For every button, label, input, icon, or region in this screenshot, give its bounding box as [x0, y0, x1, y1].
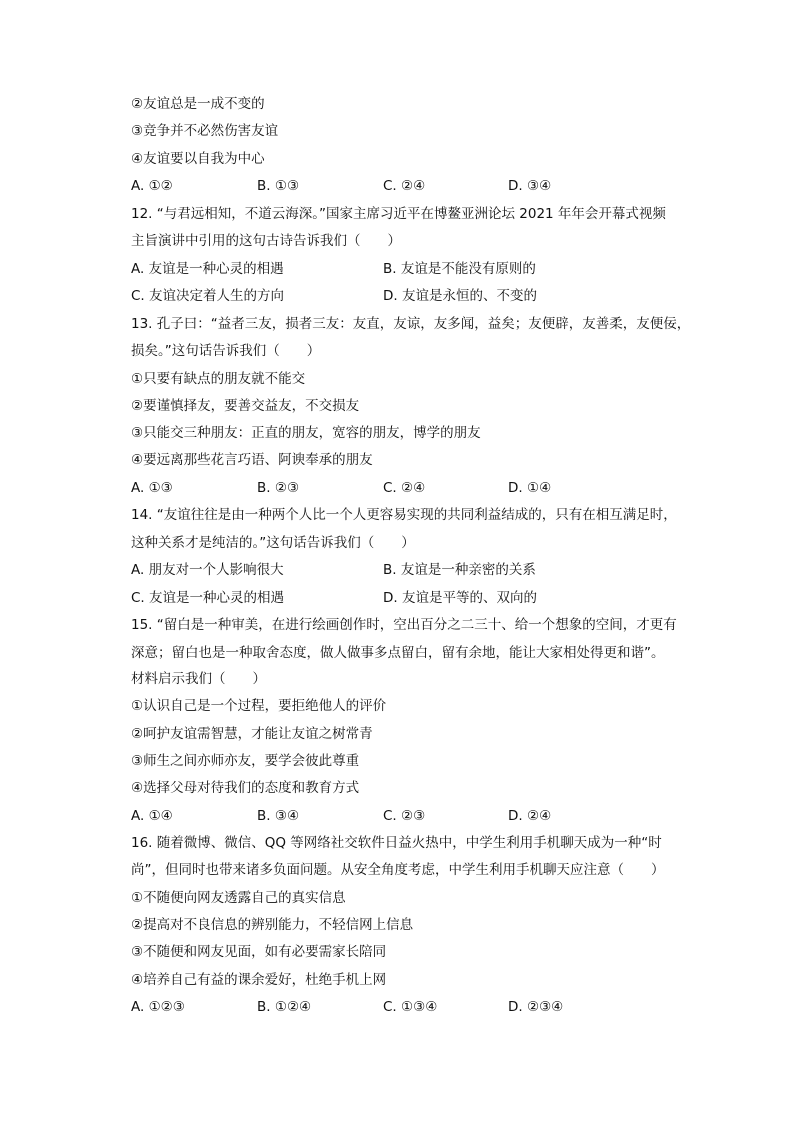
q11-options: [131, 178, 731, 194]
q11-item-4: ④友谊要以自我为中心: [131, 151, 265, 167]
q13-option-a[interactable]: A. ①③: [131, 480, 173, 496]
q13-stem-line-2: 损矣。”这句话告诉我们（ ）: [131, 343, 321, 359]
q12-option-c[interactable]: C. 友谊决定着人生的方向: [131, 288, 285, 304]
q11-item-2: ②友谊总是一成不变的: [131, 96, 265, 112]
q15-option-d[interactable]: D. ②④: [508, 808, 552, 824]
q15-item-2: ②呵护友谊需智慧，才能让友谊之树常青: [131, 726, 373, 742]
q16-stem-line-1: 16. 随着微博、微信、QQ 等网络社交软件日益火热中，中学生利用手机聊天成为一种“时: [131, 835, 662, 851]
q13-item-4: ④要远离那些花言巧语、阿谀奉承的朋友: [131, 452, 373, 468]
q14-option-d[interactable]: D. 友谊是平等的、双向的: [383, 590, 537, 606]
q15-option-a[interactable]: A. ①④: [131, 808, 173, 824]
q15-stem-line-3: 材料启示我们（ ）: [131, 671, 266, 687]
q13-stem-line-1: 13. 孔子曰：“益者三友，损者三友：友直，友谅，友多闻，益矣；友便辟，友善柔，友便佞，: [131, 316, 691, 332]
q16-option-c[interactable]: C. ①③④: [383, 999, 438, 1015]
q15-stem-line-2: 深意；留白也是一种取舍态度，做人做事多点留白，留有余地，能让大家相处得更和谐”。: [131, 645, 665, 661]
q16-item-3: ③不随便和网友见面，如有必要需家长陪同: [131, 944, 387, 960]
q12-stem-line-1: 12. “与君远相知，不道云海深。”国家主席习近平在博鳌亚洲论坛 2021 年年会开幕式视频: [131, 206, 666, 222]
q14-stem-line-1: 14. “友谊往往是由一种两个人比一个人更容易实现的共同利益结成的，只有在相互满足时，: [131, 507, 677, 523]
q11-option-b[interactable]: B. ①③: [257, 178, 300, 194]
q13-item-3: ③只能交三种朋友：正直的朋友，宽容的朋友，博学的朋友: [131, 425, 481, 441]
q14-option-a[interactable]: A. 朋友对一个人影响很大: [131, 562, 284, 578]
q16-item-2: ②提高对不良信息的辨别能力，不轻信网上信息: [131, 917, 414, 933]
q14-option-c[interactable]: C. 友谊是一种心灵的相遇: [131, 590, 285, 606]
q16-option-a[interactable]: A. ①②③: [131, 999, 185, 1015]
q15-option-b[interactable]: B. ③④: [257, 808, 300, 824]
q13-option-d[interactable]: D. ①④: [508, 480, 552, 496]
q16-item-1: ①不随便向网友透露自己的真实信息: [131, 890, 346, 906]
q15-option-c[interactable]: C. ②③: [383, 808, 426, 824]
q11-option-c[interactable]: C. ②④: [383, 178, 426, 194]
q15-item-1: ①认识自己是一个过程，要拒绝他人的评价: [131, 698, 387, 714]
q16-option-b[interactable]: B. ①②④: [257, 999, 312, 1015]
q13-item-1: ①只要有缺点的朋友就不能交: [131, 371, 306, 387]
q12-option-a[interactable]: A. 友谊是一种心灵的相遇: [131, 261, 284, 277]
q13-options: [131, 480, 731, 496]
q15-item-4: ④选择父母对待我们的态度和教育方式: [131, 780, 360, 796]
q13-option-b[interactable]: B. ②③: [257, 480, 300, 496]
q14-stem-line-2: 这种关系才是纯洁的。”这句话告诉我们（ ）: [131, 535, 415, 551]
q14-option-b[interactable]: B. 友谊是一种亲密的关系: [383, 562, 536, 578]
q11-option-a[interactable]: A. ①②: [131, 178, 173, 194]
q12-option-d[interactable]: D. 友谊是永恒的、不变的: [383, 288, 537, 304]
q16-option-d[interactable]: D. ②③④: [508, 999, 564, 1015]
q11-option-d[interactable]: D. ③④: [508, 178, 552, 194]
q12-option-b[interactable]: B. 友谊是不能没有原则的: [383, 261, 536, 277]
q11-item-3: ③竞争并不必然伤害友谊: [131, 123, 279, 139]
q15-options: [131, 808, 731, 824]
q16-stem-line-2: 尚”，但同时也带来诸多负面问题。从安全角度考虑，中学生利用手机聊天应注意（ ）: [131, 862, 665, 878]
q15-stem-line-1: 15. “留白是一种审美，在进行绘画创作时，空出百分之二三十、给一个想象的空间，才更有: [131, 617, 677, 633]
q15-item-3: ③师生之间亦师亦友，要学会彼此尊重: [131, 753, 360, 769]
q12-options-row-2: [131, 288, 731, 304]
q12-options-row-1: [131, 261, 731, 277]
q13-option-c[interactable]: C. ②④: [383, 480, 426, 496]
q16-options: [131, 999, 731, 1015]
q14-options-row-2: [131, 590, 731, 606]
q16-item-4: ④培养自己有益的课余爱好，杜绝手机上网: [131, 972, 387, 988]
q14-options-row-1: [131, 562, 731, 578]
q12-stem-line-2: 主旨演讲中引用的这句古诗告诉我们（ ）: [131, 233, 401, 249]
q13-item-2: ②要谨慎择友，要善交益友，不交损友: [131, 398, 360, 414]
